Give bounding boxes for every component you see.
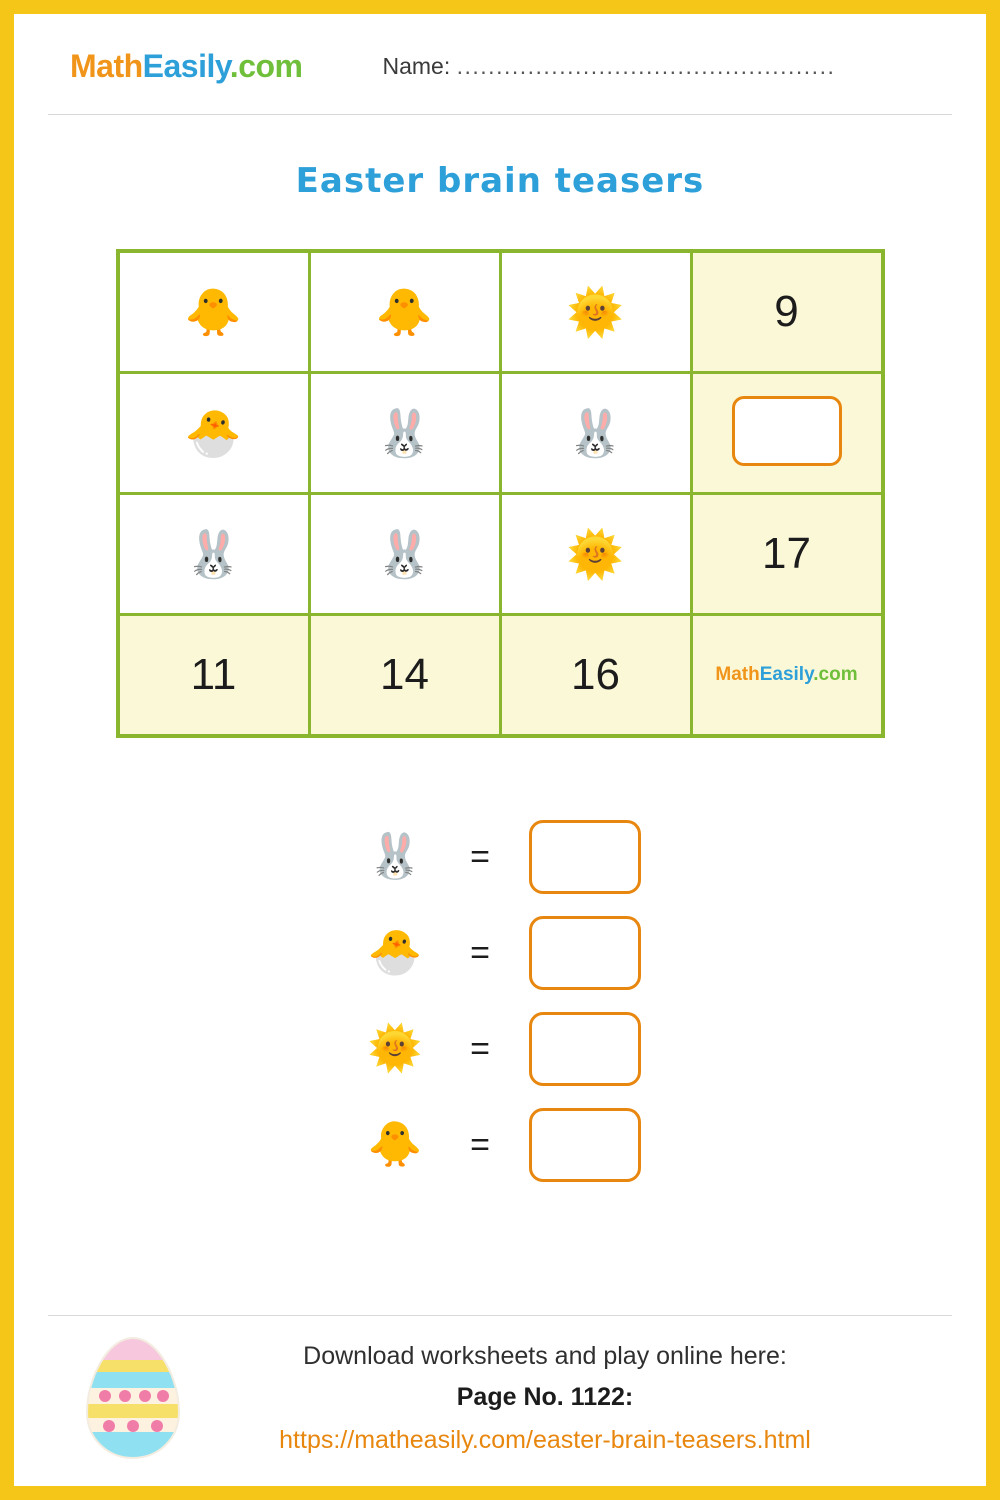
answer-input-baby-chick[interactable] — [529, 1108, 641, 1182]
baby-chick-icon: 🐥 — [375, 285, 434, 339]
logo-part-domain: .com — [229, 47, 303, 84]
name-blank-line: ................................................ — [456, 52, 836, 79]
hatching-chick-icon: 🐣 — [367, 927, 423, 978]
grid-cell-r1c1 — [118, 251, 310, 373]
grid-cell-r4c3-sum — [500, 615, 691, 737]
row-sum-value: 9 — [774, 287, 799, 336]
equation-row-baby-chick — [359, 1108, 641, 1182]
sun-with-face-icon: 🌞 — [566, 285, 625, 339]
grid-cell-r3c4-sum — [691, 494, 883, 615]
footer-divider — [48, 1315, 952, 1316]
grid-cell-r3c2 — [309, 494, 500, 615]
equals-sign: = — [470, 1125, 490, 1164]
puzzle-grid-container — [48, 249, 952, 738]
puzzle-grid — [116, 249, 885, 738]
baby-chick-icon: 🐥 — [184, 285, 243, 339]
watermark-part-easily: Easily — [759, 664, 814, 685]
name-field[interactable] — [382, 53, 835, 80]
page-title: Easter brain teasers — [295, 161, 705, 201]
answer-input-hatching-chick[interactable] — [529, 916, 641, 990]
table-row — [118, 615, 883, 737]
row-sum-input-box[interactable] — [732, 396, 842, 466]
answer-key-section — [48, 820, 952, 1182]
column-sum-value: 14 — [380, 650, 429, 699]
logo-part-math: Math — [70, 47, 143, 84]
hatching-chick-icon: 🐣 — [184, 406, 243, 460]
rabbit-face-icon: 🐰 — [375, 527, 434, 581]
grid-cell-r3c1 — [118, 494, 310, 615]
grid-cell-r2c3 — [500, 373, 691, 494]
equals-sign: = — [470, 1029, 490, 1068]
grid-cell-r2c2 — [309, 373, 500, 494]
table-row — [118, 494, 883, 615]
row-sum-value: 17 — [762, 529, 811, 578]
header-divider — [48, 114, 952, 115]
name-label: Name: — [382, 52, 451, 79]
page-footer — [48, 1315, 952, 1462]
grid-cell-r3c3 — [500, 494, 691, 615]
sun-with-face-icon: 🌞 — [367, 1023, 423, 1074]
grid-cell-r1c2 — [309, 251, 500, 373]
site-logo — [70, 48, 302, 85]
grid-cell-r4c1-sum — [118, 615, 310, 737]
grid-cell-r2c1 — [118, 373, 310, 494]
rabbit-face-icon: 🐰 — [566, 406, 625, 460]
equation-row-hatching-chick — [359, 916, 641, 990]
easter-egg-icon — [78, 1334, 188, 1462]
equation-row-rabbit — [359, 820, 641, 894]
grid-cell-r4c2-sum — [309, 615, 500, 737]
equals-sign: = — [470, 933, 490, 972]
watermark-part-math: Math — [715, 664, 760, 685]
rabbit-face-icon: 🐰 — [367, 831, 423, 882]
column-sum-value: 11 — [190, 650, 237, 699]
grid-cell-r1c3 — [500, 251, 691, 373]
footer-url-link[interactable]: https://matheasily.com/easter-brain-teasers.html — [279, 1425, 811, 1454]
page-header — [48, 14, 952, 108]
answer-input-sun[interactable] — [529, 1012, 641, 1086]
watermark-part-domain: .com — [813, 664, 858, 685]
answer-input-rabbit[interactable] — [529, 820, 641, 894]
grid-cell-r4c4-watermark — [691, 615, 883, 737]
column-sum-value: 16 — [571, 650, 620, 699]
footer-page-number: Page No. 1122: — [456, 1382, 634, 1411]
footer-prompt: Download worksheets and play online here: — [303, 1341, 787, 1370]
equation-row-sun — [359, 1012, 641, 1086]
grid-watermark — [715, 664, 857, 685]
table-row — [118, 251, 883, 373]
sun-with-face-icon: 🌞 — [566, 527, 625, 581]
grid-cell-r1c4-sum — [691, 251, 883, 373]
grid-cell-r2c4-sum — [691, 373, 883, 494]
equals-sign: = — [470, 837, 490, 876]
rabbit-face-icon: 🐰 — [184, 527, 243, 581]
table-row — [118, 373, 883, 494]
rabbit-face-icon: 🐰 — [375, 406, 434, 460]
baby-chick-icon: 🐥 — [367, 1119, 423, 1170]
logo-part-easily: Easily — [142, 47, 230, 84]
